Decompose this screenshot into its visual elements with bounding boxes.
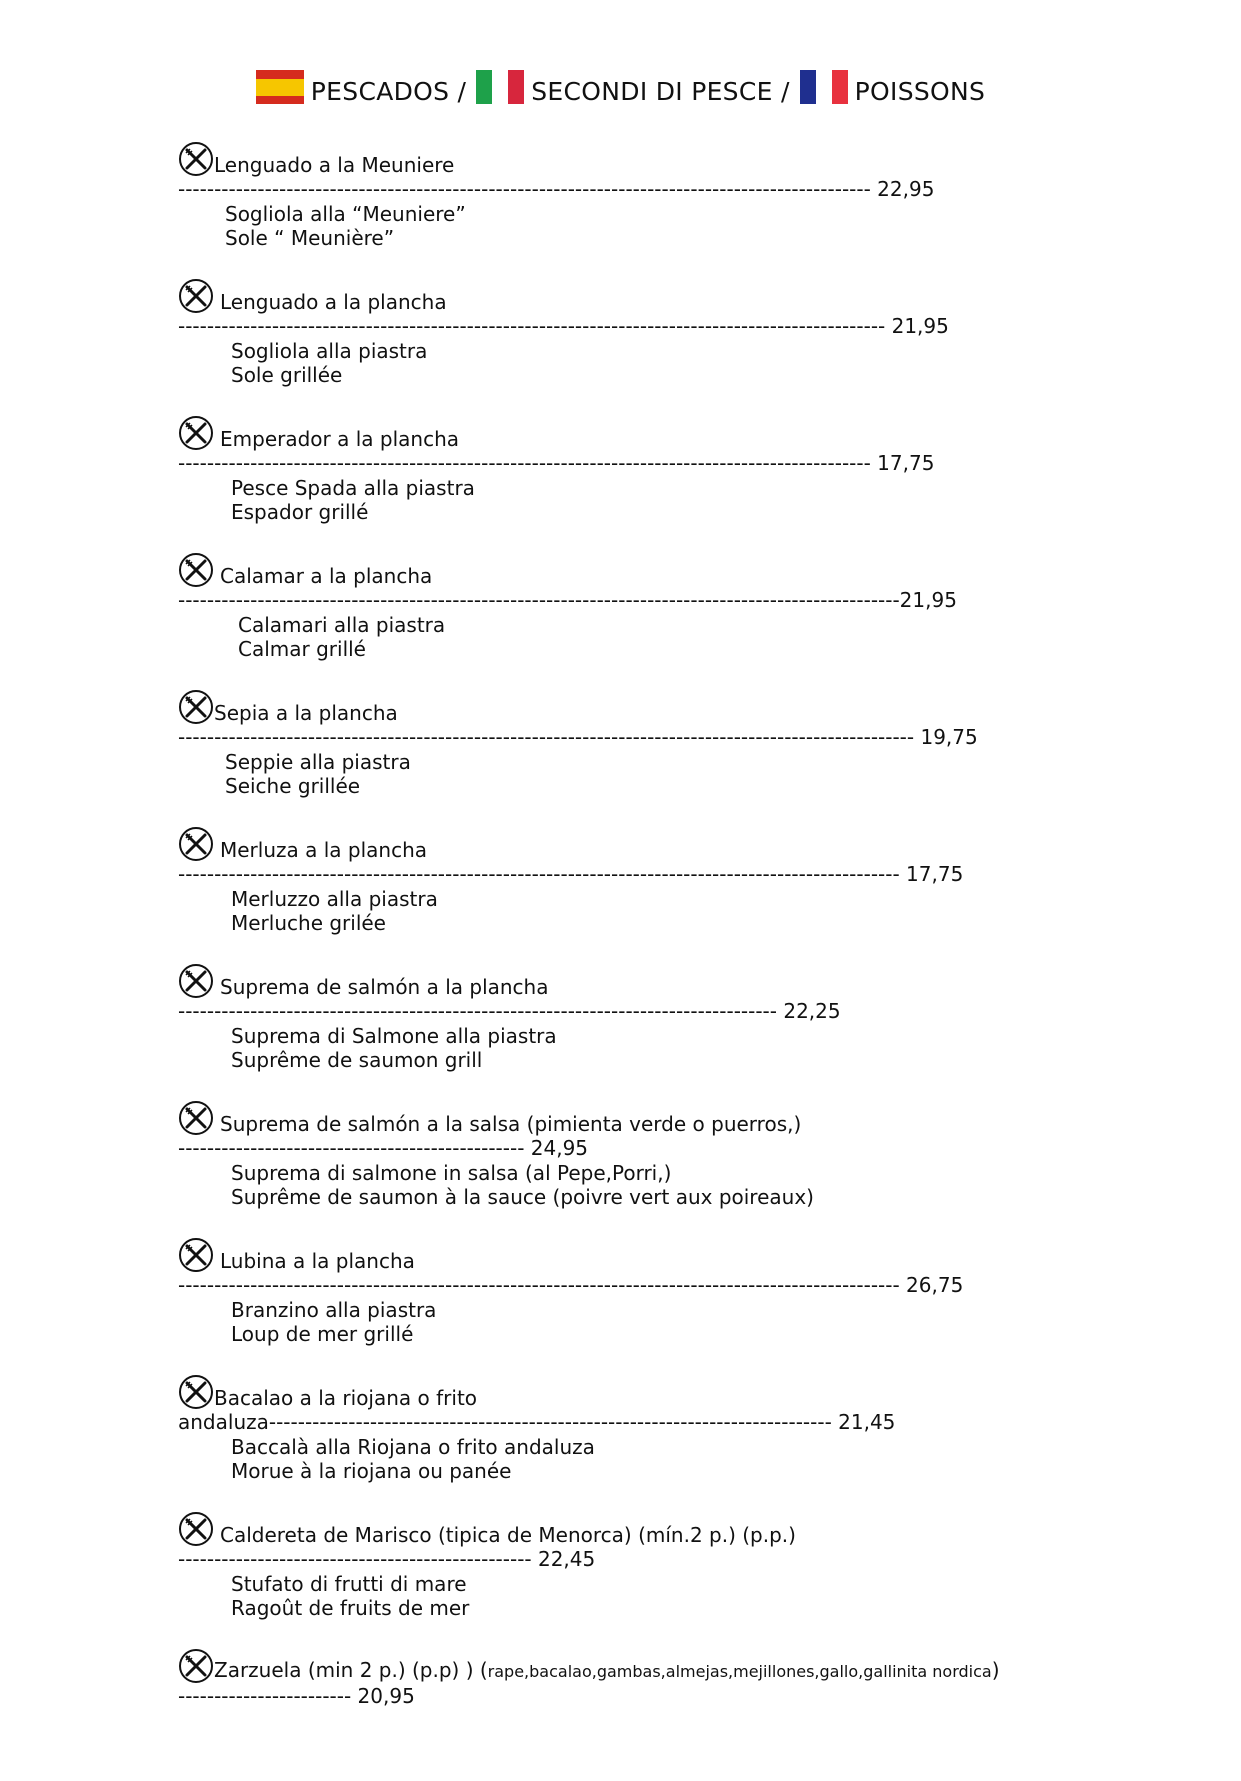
menu-item (178, 137, 1078, 274)
item-price-line: -------------------------------------------------------------------------------------------------- 21,95 (178, 314, 949, 338)
item-title-spanish: Lenguado a la Meuniere (214, 152, 455, 177)
header-french-label: POISSONS (854, 77, 986, 106)
cutlery-plate-icon (178, 141, 214, 177)
cutlery-plate-icon (178, 1374, 214, 1410)
header-spanish (256, 70, 466, 106)
item-title-french: Suprême de saumon grill (231, 1048, 483, 1072)
cutlery-plate-icon (178, 1511, 214, 1547)
item-title-italian: Stufato di frutti di mare (231, 1571, 467, 1596)
item-price-line: ------------------------ 20,95 (178, 1684, 415, 1708)
item-title-italian: Baccalà alla Riojana o frito andaluza (231, 1434, 595, 1459)
menu-item (178, 1507, 1078, 1644)
item-title-french: Loup de mer grillé (231, 1322, 414, 1346)
item-title-spanish: Suprema de salmón a la salsa (pimienta verde o puerros,) (220, 1111, 802, 1136)
item-price-line: ----------------------------------------------------------------------------------- 22,25 (178, 999, 841, 1023)
france-flag-icon (800, 70, 848, 104)
item-title-french: Espador grillé (231, 500, 369, 524)
cutlery-plate-icon (178, 415, 214, 451)
item-title-spanish: Lubina a la plancha (220, 1248, 415, 1273)
menu-item (178, 1233, 1078, 1370)
menu-item-last (178, 1644, 1078, 1781)
item-title-french: Ragoût de fruits de mer (231, 1596, 470, 1620)
item-title-spanish: Sepia a la plancha (214, 700, 398, 725)
item-title-spanish: Suprema de salmón a la plancha (220, 974, 549, 999)
cutlery-plate-icon (178, 1237, 214, 1273)
item-title-spanish: Merluza a la plancha (220, 837, 428, 862)
item-price-line: ---------------------------------------------------------------------------------------------------- 26,75 (178, 1273, 964, 1297)
item-price-line: ----------------------------------------------------------------------------------------------------21,95 (178, 588, 957, 612)
item-price-line: andaluza------------------------------------------------------------------------------ 21,45 (178, 1410, 896, 1434)
item-title-spanish: Emperador a la plancha (220, 426, 460, 451)
item-title-italian: Branzino alla piastra (231, 1297, 437, 1322)
item-title-french: Sole “ Meunière” (225, 226, 395, 250)
item-title-spanish (214, 1658, 1000, 1685)
item-title-spanish: Lenguado a la plancha (220, 289, 447, 314)
item-title-spanish: Caldereta de Marisco (tipica de Menorca) (mín.2 p.) (p.p.) (220, 1522, 796, 1547)
item-title-main: Zarzuela (min 2 p.) (p.p) ) ( (214, 1657, 488, 1682)
item-title-italian: Sogliola alla “Meuniere” (225, 201, 466, 226)
header-french (800, 70, 986, 106)
header-italian-label: SECONDI DI PESCE / (531, 77, 790, 106)
section-header (0, 70, 1241, 106)
item-title-italian: Calamari alla piastra (238, 612, 446, 637)
menu-item (178, 411, 1078, 548)
item-title-french: Calmar grillé (238, 637, 366, 661)
item-title-closing: ) (991, 1657, 1000, 1682)
menu-list (178, 137, 1078, 1781)
item-title-french: Sole grillée (231, 363, 343, 387)
header-italian (476, 70, 789, 106)
item-price-line: ------------------------------------------------- 22,45 (178, 1547, 596, 1571)
italy-flag-icon (476, 70, 524, 104)
menu-item (178, 822, 1078, 959)
cutlery-plate-icon (178, 1100, 214, 1136)
item-title-spanish: Bacalao a la riojana o frito (214, 1385, 478, 1410)
item-ingredients: rape,bacalao,gambas,almejas,mejillones,gallo,gallinita nordica (487, 1661, 992, 1681)
menu-item (178, 274, 1078, 411)
item-title-italian: Seppie alla piastra (225, 749, 411, 774)
cutlery-plate-icon (178, 689, 214, 725)
menu-item (178, 1370, 1078, 1507)
item-title-french: Seiche grillée (225, 774, 361, 798)
item-price-line: ---------------------------------------------------------------------------------------------------- 17,75 (178, 862, 964, 886)
item-title-spanish: Calamar a la plancha (220, 563, 433, 588)
cutlery-plate-icon (178, 826, 214, 862)
item-price-line: ------------------------------------------------------------------------------------------------ 22,95 (178, 177, 935, 201)
menu-item (178, 1096, 1078, 1233)
item-title-italian: Suprema di salmone in salsa (al Pepe,Porri,) (231, 1160, 672, 1185)
item-title-italian: Merluzzo alla piastra (231, 886, 438, 911)
menu-item (178, 959, 1078, 1096)
item-price-line: ------------------------------------------------------------------------------------------------ 17,75 (178, 451, 935, 475)
item-title-italian: Pesce Spada alla piastra (231, 475, 475, 500)
cutlery-plate-icon (178, 1648, 214, 1684)
spain-flag-icon (256, 70, 304, 104)
cutlery-plate-icon (178, 278, 214, 314)
cutlery-plate-icon (178, 963, 214, 999)
item-title-french: Morue à la riojana ou panée (231, 1459, 512, 1483)
menu-item (178, 548, 1078, 685)
item-title-french: Merluche grilée (231, 911, 386, 935)
item-title-french: Suprême de saumon à la sauce (poivre vert aux poireaux) (231, 1185, 814, 1209)
menu-item (178, 685, 1078, 822)
item-title-italian: Suprema di Salmone alla piastra (231, 1023, 557, 1048)
item-title-italian: Sogliola alla piastra (231, 338, 428, 363)
cutlery-plate-icon (178, 552, 214, 588)
item-price-line: ------------------------------------------------------------------------------------------------------ 19,75 (178, 725, 978, 749)
item-price-line: ------------------------------------------------ 24,95 (178, 1136, 589, 1160)
header-spanish-label: PESCADOS / (310, 77, 467, 106)
